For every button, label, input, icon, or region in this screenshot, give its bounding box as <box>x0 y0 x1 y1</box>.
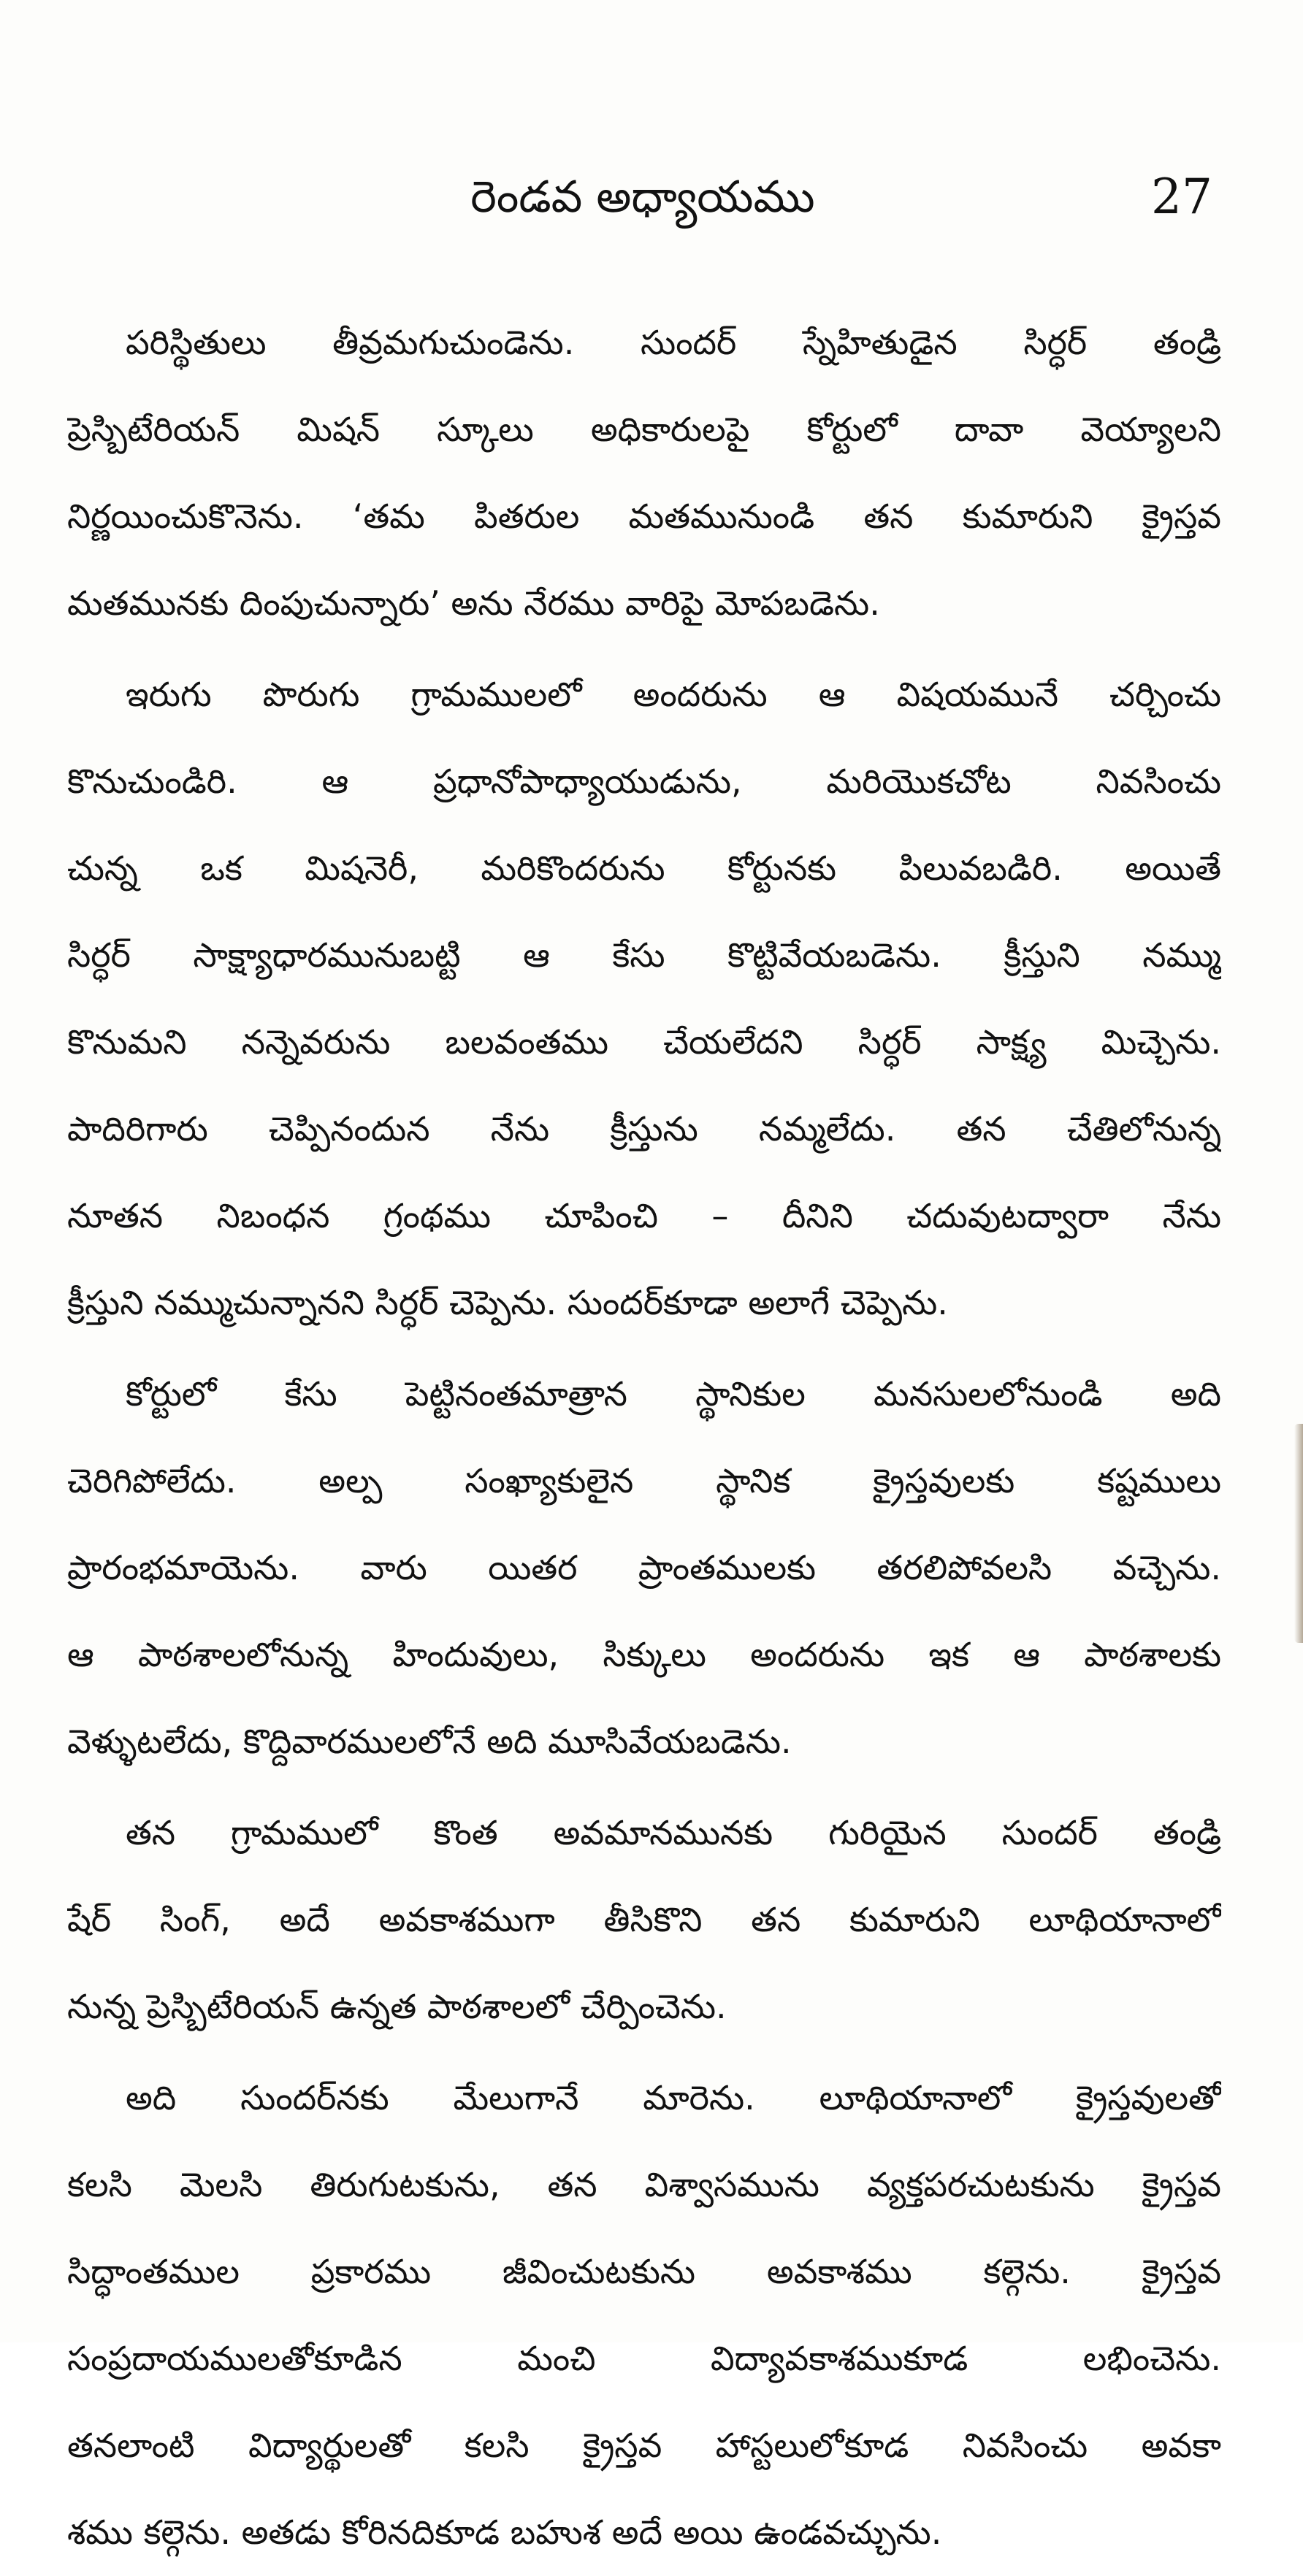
text-line: సిర్ధర్ సాక్ష్యాధారమునుబట్టి ఆ కేసు కొట్టివేయబడెను. క్రీస్తుని నమ్ము <box>67 935 1221 975</box>
text-line: తన గ్రామములో కొంత అవమానమునకు గురియైన సుందర్ తండ్రి <box>126 1813 1221 1852</box>
page-edge-shadow <box>1294 1424 1303 1643</box>
text-line: నున్న ప్రెస్బిటేరియన్ ఉన్నత పాఠశాలలో చేర్పించెను. <box>67 1987 727 2026</box>
text-line: చెరిగిపోలేదు. అల్ప సంఖ్యాకులైన స్థానిక క్రైస్తవులకు కష్టములు <box>67 1461 1221 1500</box>
text-line: చున్న ఒక మిషనెరీ, మరికొందరును కోర్టునకు పిలువబడిరి. అయితే <box>67 848 1221 888</box>
text-line: అది సుందర్‌నకు మేలుగానే మారెను. లూథియానాలో క్రైస్తవులతో <box>126 2078 1221 2117</box>
text-line: కలసి మెలసి తిరుగుటకును, తన విశ్వాసమును వ్యక్తపరచుటకును క్రైస్తవ <box>67 2165 1221 2204</box>
paragraph-3 <box>67 1351 1221 1785</box>
text-line: మతమునకు దింపుచున్నారు’ అను నేరము వారిపై మోపబడెను. <box>67 583 880 623</box>
paragraph-5 <box>67 2055 1221 2576</box>
text-line: వెళ్ళుటలేదు, కొద్దివారములలోనే అది మూసివేయబడెను. <box>67 1722 792 1761</box>
paragraph-1 <box>67 299 1221 647</box>
text-line: ప్రారంభమాయెను. వారు యితర ప్రాంతములకు తరలిపోవలసి వచ్చెను. <box>67 1548 1221 1587</box>
paragraph-2 <box>67 651 1221 1346</box>
text-line: పాదిరిగారు చెప్పినందున నేను క్రీస్తును నమ్మలేదు. తన చేతిలోనున్న <box>67 1109 1221 1149</box>
text-line: తనలాంటి విద్యార్థులతో కలసి క్రైస్తవ హాస్టలులోకూడ నివసించు అవకా <box>67 2426 1221 2465</box>
text-line: ఇరుగు పొరుగు గ్రామములలో అందరును ఆ విషయమునే చర్చించు <box>126 675 1221 714</box>
text-line: ప్రెస్బిటేరియన్ మిషన్ స్కూలు అధికారులపై కోర్టులో దావా వెయ్యాలని <box>67 410 1221 449</box>
running-head <box>73 164 1212 237</box>
text-line: కోర్టులో కేసు పెట్టినంతమాత్రాన స్థానికుల మనసులలోనుండి అది <box>126 1374 1221 1414</box>
chapter-title: రెండవ అధ్యాయము <box>470 172 815 223</box>
text-line: నిర్ణయించుకొనెను. ‘తమ పితరుల మతమునుండి తన కుమారుని క్రైస్తవ <box>67 497 1221 536</box>
text-line: కొనుమని నన్నెవరును బలవంతము చేయలేదని సిర్ధర్ సాక్ష్య మిచ్చెను. <box>67 1022 1221 1062</box>
text-line: కొనుచుండిరి. ఆ ప్రధానోపాధ్యాయుడును, మరియొకచోట నివసించు <box>67 762 1221 801</box>
text-line: శము కల్గెను. అతడు కోరినదికూడ బహుశ అదే అయి ఉండవచ్చును. <box>67 2512 942 2552</box>
text-line: ఆ పాఠశాలలోనున్న హిందువులు, సిక్కులు అందరును ఇక ఆ పాఠశాలకు <box>67 1635 1221 1674</box>
text-line: సిద్ధాంతముల ప్రకారము జీవించుటకును అవకాశము కల్గెను. క్రైస్తవ <box>67 2252 1221 2291</box>
text-line: పరిస్థితులు తీవ్రమగుచుండెను. సుందర్ స్నేహితుడైన సిర్ధర్ తండ్రి <box>126 323 1221 362</box>
text-line: సంప్రదాయములతోకూడిన మంచి విద్యావకాశముకూడ లభించెను. <box>67 2339 1221 2378</box>
text-line: క్రీస్తుని నమ్ముచున్నానని సిర్ధర్ చెప్పెను. సుందర్‌కూడా అలాగే చెప్పెను. <box>67 1283 948 1322</box>
text-line: షేర్ సింగ్, అదే అవకాశముగా తీసికొని తన కుమారుని లూథియానాలో <box>67 1900 1221 1939</box>
text-line: నూతన నిబంధన గ్రంథము చూపించి – దీనిని చదువుటద్వారా నేను <box>67 1196 1221 1235</box>
paragraph-4 <box>67 1790 1221 2050</box>
page-number: 27 <box>1151 169 1212 225</box>
body-text <box>67 299 1221 2576</box>
